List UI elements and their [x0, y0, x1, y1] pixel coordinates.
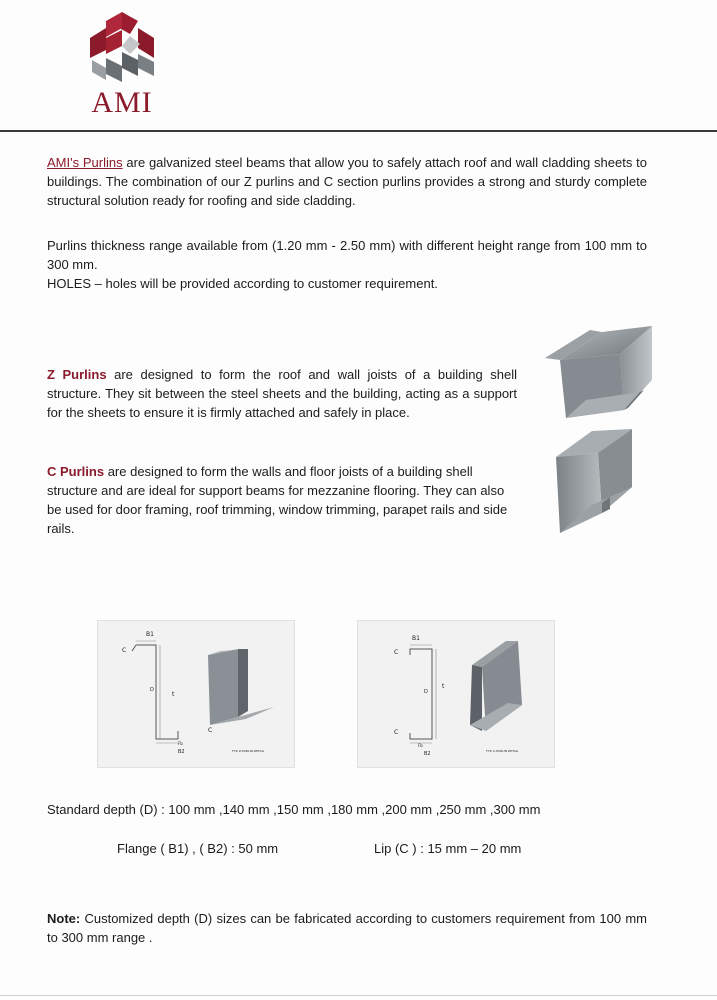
- z-purlins-label: Z Purlins: [47, 367, 107, 382]
- footer-divider: [0, 995, 717, 996]
- c-c-top-label: C: [394, 649, 399, 656]
- thickness-paragraph: [47, 236, 647, 293]
- z-purlin-image: [540, 320, 660, 425]
- c-b2-label: B2: [424, 751, 431, 757]
- z-fb-label: Fb: [178, 741, 183, 746]
- c-c-bottom-label: C: [394, 729, 399, 736]
- c-d-label: D: [424, 689, 428, 695]
- note-paragraph: [47, 909, 647, 947]
- lip-spec: Lip (C ) : 15 mm – 20 mm: [374, 841, 522, 856]
- c-purlins-paragraph: [47, 462, 517, 538]
- z-c-top-label: C: [122, 647, 127, 654]
- c-diagram-caption: TYP. C-PURLIN DETAIL: [486, 749, 519, 753]
- z-diagram-caption: TYP. Z-PURLIN DETAIL: [232, 749, 265, 753]
- c-purlins-label: C Purlins: [47, 464, 105, 479]
- c-fb-label: Fb: [418, 743, 423, 748]
- c-purlins-text: are designed to form the walls and floor joists of a building shell structure and are ideal for support beams for mezzanine flooring. They can also be used for door framing, roof trimming, window trimming, parapet rails and side rails.: [47, 464, 508, 536]
- intro-paragraph: [47, 153, 647, 210]
- z-purlins-paragraph: [47, 365, 517, 422]
- c-b1-label: B1: [412, 635, 420, 642]
- thickness-line: Purlins thickness range available from (1.20 mm - 2.50 mm) with different height range from 100 mm to 300 mm.: [47, 238, 647, 272]
- z-b2-label: B2: [178, 749, 185, 755]
- c-purlin-diagram: [357, 620, 555, 768]
- z-c-bottom-label: C: [208, 727, 213, 734]
- note-text: Customized depth (D) sizes can be fabricated according to customers requirement from 100 mm to 300 mm range .: [47, 911, 647, 945]
- z-b1-label: B1: [146, 631, 154, 638]
- header-divider: [0, 130, 717, 132]
- z-purlins-text: are designed to form the roof and wall joists of a building shell structure. They sit between the steel sheets and the building, acting as a support for the sheets to ensure it is firmly attached and safely in place.: [47, 367, 517, 420]
- c-t-label: t: [442, 683, 445, 690]
- flange-spec: Flange ( B1) , ( B2) : 50 mm: [117, 841, 279, 856]
- c-purlin-image: [552, 425, 637, 537]
- z-purlin-diagram: [97, 620, 295, 768]
- purlins-link[interactable]: AMI's Purlins: [47, 155, 123, 170]
- standard-depth-spec: Standard depth (D) : 100 mm ,140 mm ,150 mm ,180 mm ,200 mm ,250 mm ,300 mm: [47, 802, 541, 817]
- note-label: Note:: [47, 911, 81, 926]
- brand-name: AMI: [91, 86, 153, 119]
- intro-text: are galvanized steel beams that allow you to safely attach roof and wall cladding sheets to buildings. The combination of our Z purlins and C section purlins provides a strong and sturdy complete structural solution ready for roofing and side cladding.: [47, 155, 647, 208]
- z-d-label: D: [150, 687, 154, 693]
- ami-logo-mark-icon: [82, 10, 162, 90]
- holes-line: HOLES – holes will be provided according to customer requirement.: [47, 276, 438, 291]
- z-t-label: t: [172, 691, 175, 698]
